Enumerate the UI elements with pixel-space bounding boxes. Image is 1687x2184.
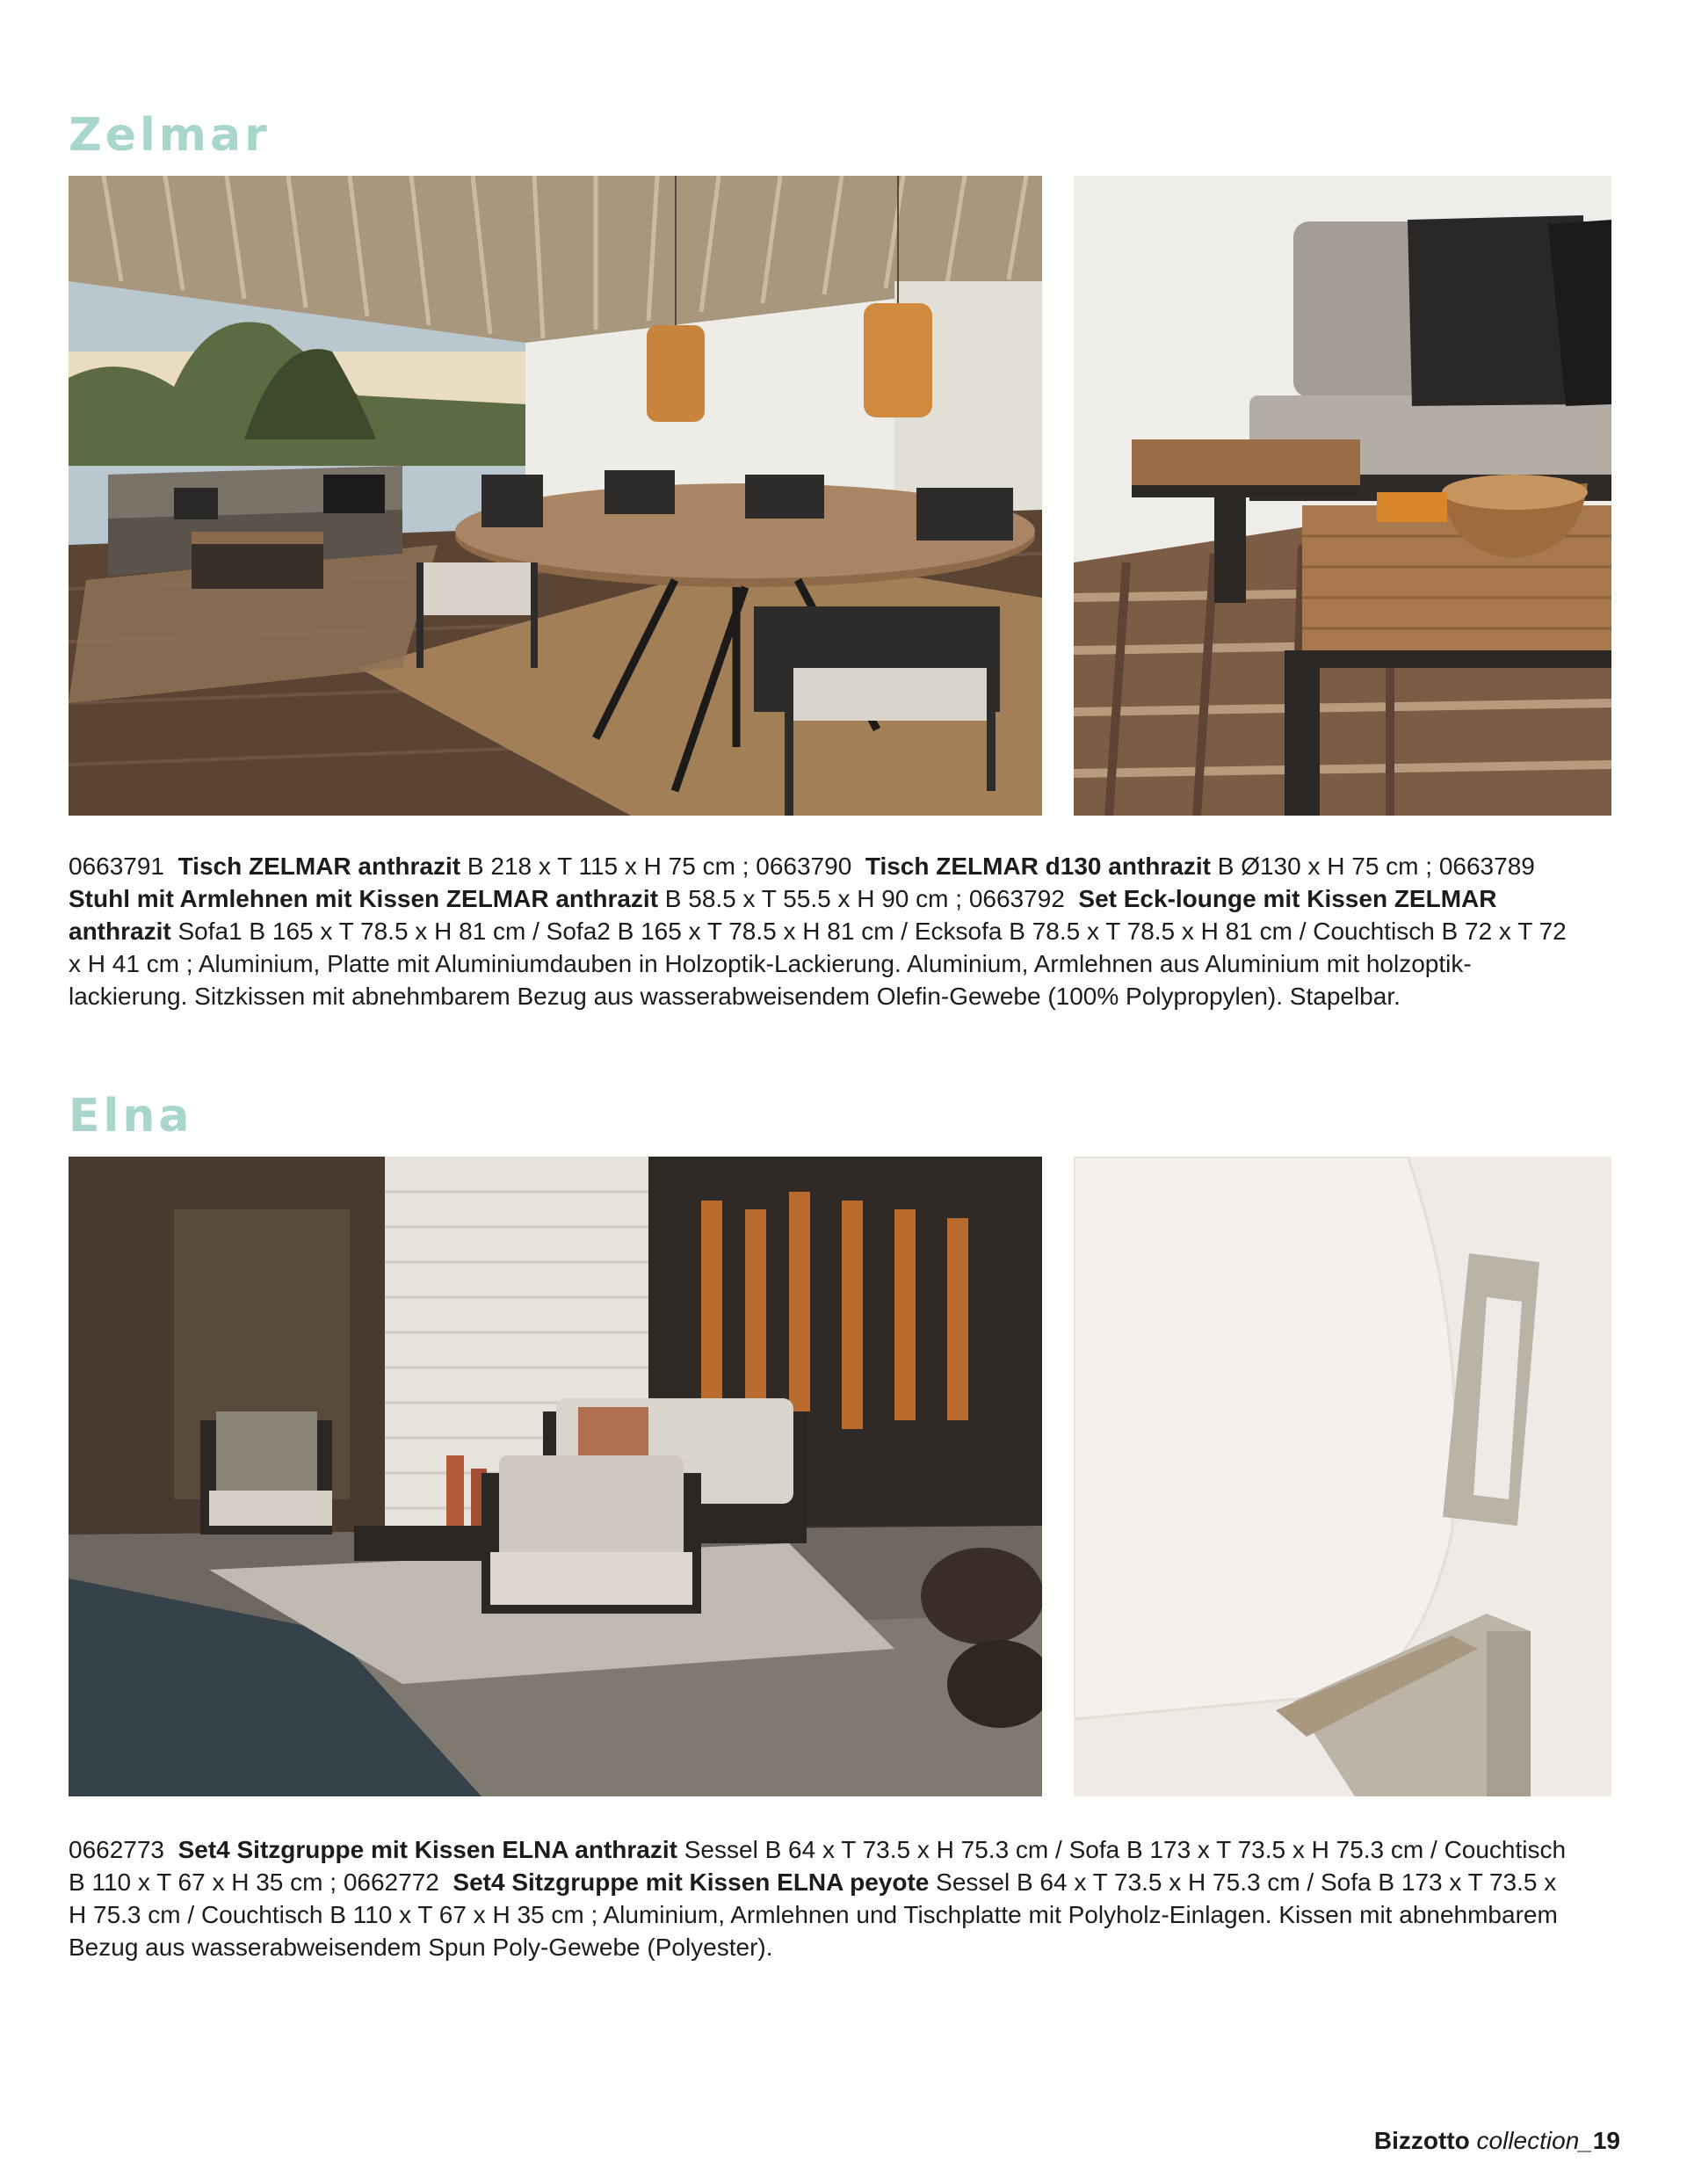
section-title-zelmar: Zelmar	[69, 109, 271, 162]
zelmar-description: 0663791 Tisch ZELMAR anthrazit B 218 x T 115 x H 75 cm ; 0663790 Tisch ZELMAR d130 anthrazit B Ø130 x H 75 cm ; 0663789 Stuhl mit Armlehnen mit Kissen ZELMAR anthrazit B 58.5 x T 55.5 x H 90 cm ; 0663792 Set Eck-lounge mit Kissen ZELMAR anthrazit Sofa1 B 165 x T 78.5 x H 81 cm / Sofa2 B 165 x T 78.5 x H 81 cm / Ecksofa B 78.5 x T 78.5 x H 81 cm / Couchtisch B 72 x T 72 x H 41 cm ; Aluminium, Platte mit Aluminiumdauben in Holzoptik-Lackierung. Aluminium, Armlehnen aus Aluminium mit holzoptik-lackierung. Sitzkissen mit abnehmbarem Bezug aus wasserabweisendem Olefin-Gewebe (100% Polypropylen). Stapelbar.	[69, 853, 1567, 1010]
page-number: 19	[1592, 2127, 1620, 2154]
zelmar-main-photo	[69, 176, 1042, 816]
elna-description: 0662773 Set4 Sitzgruppe mit Kissen ELNA anthrazit Sessel B 64 x T 73.5 x H 75.3 cm / Sofa B 173 x T 73.5 x H 75.3 cm / Couchtisch B 110 x T 67 x H 35 cm ; 0662772 Set4 Sitzgruppe mit Kissen ELNA peyote Sessel B 64 x T 73.5 x H 75.3 cm / Sofa B 173 x T 73.5 x H 75.3 cm / Couchtisch B 110 x T 67 x H 35 cm ; Aluminium, Armlehnen und Tischplatte mit Polyholz-Einlagen. Kissen mit abnehmbarem Bezug aus wasserabweisendem Spun Poly-Gewebe (Polyester).	[69, 1836, 1567, 1961]
zelmar-detail-photo	[1074, 176, 1611, 816]
brand-name: Bizzotto	[1373, 2127, 1470, 2154]
collection-label: collection_	[1476, 2127, 1593, 2154]
elna-main-photo	[69, 1157, 1042, 1796]
elna-detail-photo	[1074, 1157, 1611, 1796]
section-title-elna: Elna	[69, 1090, 193, 1143]
page-footer	[1374, 2127, 1620, 2155]
